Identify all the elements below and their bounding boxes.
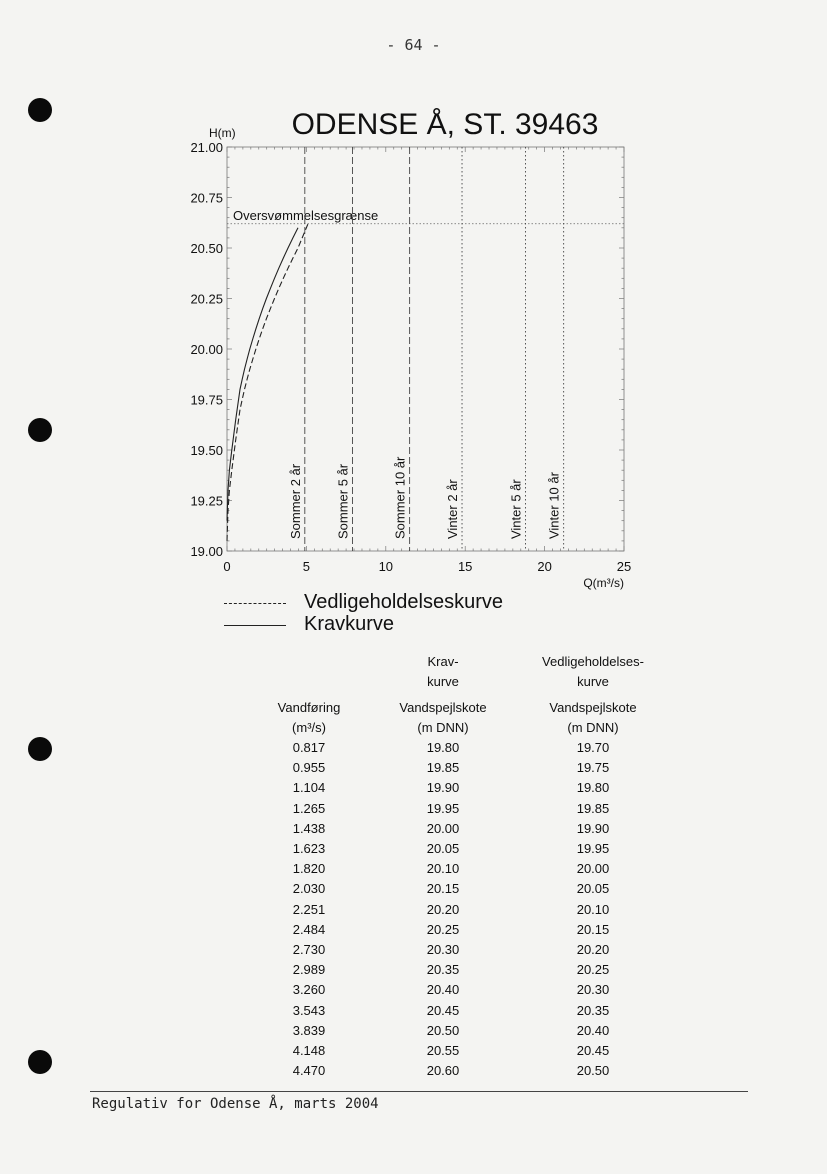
y-axis-label: H(m)	[209, 126, 236, 140]
table-row	[230, 940, 688, 960]
legend-label-requirement: Kravkurve	[304, 613, 395, 635]
table-cell: 19.95	[576, 841, 610, 857]
table-cell: 19.70	[576, 740, 610, 755]
punch-hole	[28, 737, 52, 761]
table-cell: 1.438	[292, 820, 326, 836]
table-cell: 2.030	[292, 881, 326, 897]
y-tick-label: 21.00	[190, 140, 223, 155]
x-axis-label: Q(m³/s)	[583, 576, 624, 590]
table-cell: 0.955	[292, 760, 326, 776]
flood-level-label: Oversvømmelsesgrænse	[233, 207, 379, 223]
table-row	[230, 879, 688, 899]
table-cell: 19.90	[426, 780, 460, 796]
table-header-row	[230, 692, 688, 718]
legend-label-maintenance: Vedligeholdelseskurve	[304, 591, 504, 613]
x-tick-label: 10	[378, 559, 394, 574]
y-tick-label: 20.00	[190, 342, 223, 357]
table-cell: 20.35	[426, 962, 460, 978]
table-header-cell: (m DNN)	[417, 720, 469, 735]
table-header-row	[230, 718, 688, 738]
table-cell: 20.30	[576, 982, 610, 998]
table-cell: 20.20	[576, 942, 610, 958]
table-cell: 20.35	[576, 1002, 610, 1018]
table-cell: 20.10	[426, 861, 460, 877]
table-row	[230, 758, 688, 778]
reference-line-label: Sommer 10 år	[392, 456, 408, 539]
reference-line-label: Vinter 10 år	[546, 472, 562, 539]
table-cell: 1.820	[292, 861, 326, 877]
reference-line-label: Vinter 2 år	[445, 479, 461, 539]
chart-title: ODENSE Å, ST. 39463	[291, 108, 599, 141]
table-row	[230, 859, 688, 879]
reference-line-label: Sommer 2 år	[287, 463, 303, 539]
table-cell: 19.95	[426, 800, 460, 816]
table-cell: 20.25	[576, 962, 610, 978]
reference-line-label: Sommer 5 år	[335, 463, 351, 539]
table-cell: 20.55	[426, 1043, 460, 1059]
table-cell: 20.15	[426, 881, 460, 897]
table-cell: 19.85	[426, 760, 460, 776]
y-tick-label: 19.50	[190, 443, 223, 458]
punch-hole	[28, 1050, 52, 1074]
table-cell: 20.40	[576, 1022, 610, 1038]
table-cell: 20.60	[426, 1063, 460, 1079]
y-tick-label: 20.50	[190, 241, 223, 256]
legend-dashed-swatch	[224, 603, 286, 604]
table-cell: 20.00	[576, 861, 610, 877]
table-row	[230, 778, 688, 798]
legend-solid-swatch	[224, 625, 286, 626]
table-row	[230, 738, 688, 758]
table-header-cell	[230, 652, 388, 672]
table-header-cell	[230, 672, 388, 692]
table-cell: 19.80	[426, 740, 460, 755]
table-cell: 3.260	[292, 982, 326, 998]
x-tick-label: 5	[302, 559, 311, 574]
y-tick-label: 19.25	[190, 493, 223, 509]
table-header-cell: Vedligeholdelses-	[542, 654, 644, 669]
table-cell: 20.30	[426, 942, 460, 958]
table-row	[230, 960, 688, 980]
table-cell: 20.40	[426, 982, 460, 998]
reference-line-label: Vinter 5 år	[508, 479, 524, 539]
table-header-row	[230, 652, 688, 672]
table-header-cell: (m³/s)	[292, 720, 326, 735]
table-row	[230, 920, 688, 940]
table-row	[230, 799, 688, 819]
footer-rule	[90, 1091, 748, 1092]
rating-table	[230, 652, 688, 1081]
table-row	[230, 980, 688, 1000]
table-header-cell: Vandføring	[277, 700, 341, 715]
table-cell: 3.543	[292, 1002, 326, 1018]
table-row	[230, 900, 688, 920]
table-cell: 1.265	[292, 800, 326, 816]
table-cell: 20.05	[576, 881, 610, 897]
footer-text: Regulativ for Odense Å, marts 2004	[92, 1096, 379, 1112]
table-cell: 20.10	[576, 901, 610, 917]
table-cell: 19.80	[576, 780, 610, 796]
table-cell: 3.839	[292, 1022, 326, 1038]
table-cell: 20.20	[426, 901, 460, 917]
table-row	[230, 839, 688, 859]
y-tick-label: 20.75	[190, 190, 223, 206]
table-cell: 1.623	[292, 841, 326, 857]
table-cell: 2.484	[292, 921, 326, 937]
y-tick-label: 20.25	[190, 291, 223, 307]
table-header-cell: Vandspejlskote	[399, 700, 487, 715]
table-cell: 2.989	[292, 962, 326, 978]
x-tick-label: 15	[457, 559, 473, 574]
y-tick-label: 19.00	[190, 544, 223, 559]
table-cell: 19.90	[576, 820, 610, 836]
page-number: - 64 -	[386, 36, 441, 54]
table-row	[230, 1041, 688, 1061]
table-cell: 20.50	[576, 1063, 610, 1079]
table-row	[230, 1021, 688, 1041]
x-tick-label: 20	[537, 559, 552, 574]
y-tick-label: 19.75	[190, 392, 223, 408]
x-tick-label: 25	[616, 559, 632, 574]
table-header-row	[230, 672, 688, 692]
table-cell: 4.148	[292, 1043, 326, 1059]
table-cell: 20.25	[426, 921, 460, 937]
table-cell: 20.05	[426, 841, 460, 857]
x-tick-label: 0	[223, 559, 231, 574]
table-header-cell: Vandspejlskote	[549, 700, 637, 715]
table-cell: 20.50	[426, 1022, 460, 1038]
table-cell: 4.470	[292, 1063, 326, 1079]
table-header-cell: kurve	[577, 674, 609, 689]
table-row	[230, 1001, 688, 1021]
table-header-cell: kurve	[427, 674, 459, 689]
table-row	[230, 819, 688, 839]
table-cell: 20.45	[576, 1043, 610, 1059]
table-cell: 2.730	[292, 942, 326, 958]
table-cell: 1.104	[292, 780, 326, 796]
table-cell: 19.85	[576, 800, 610, 816]
table-row	[230, 1061, 688, 1081]
table-cell: 20.00	[426, 820, 460, 836]
table-cell: 20.15	[576, 921, 610, 937]
table-header-cell: Krav-	[427, 654, 459, 669]
table-header-cell: (m DNN)	[567, 720, 619, 735]
table-cell: 2.251	[292, 901, 326, 917]
table-cell: 0.817	[292, 740, 326, 755]
table-cell: 19.75	[576, 760, 610, 776]
table-cell: 20.45	[426, 1002, 460, 1018]
